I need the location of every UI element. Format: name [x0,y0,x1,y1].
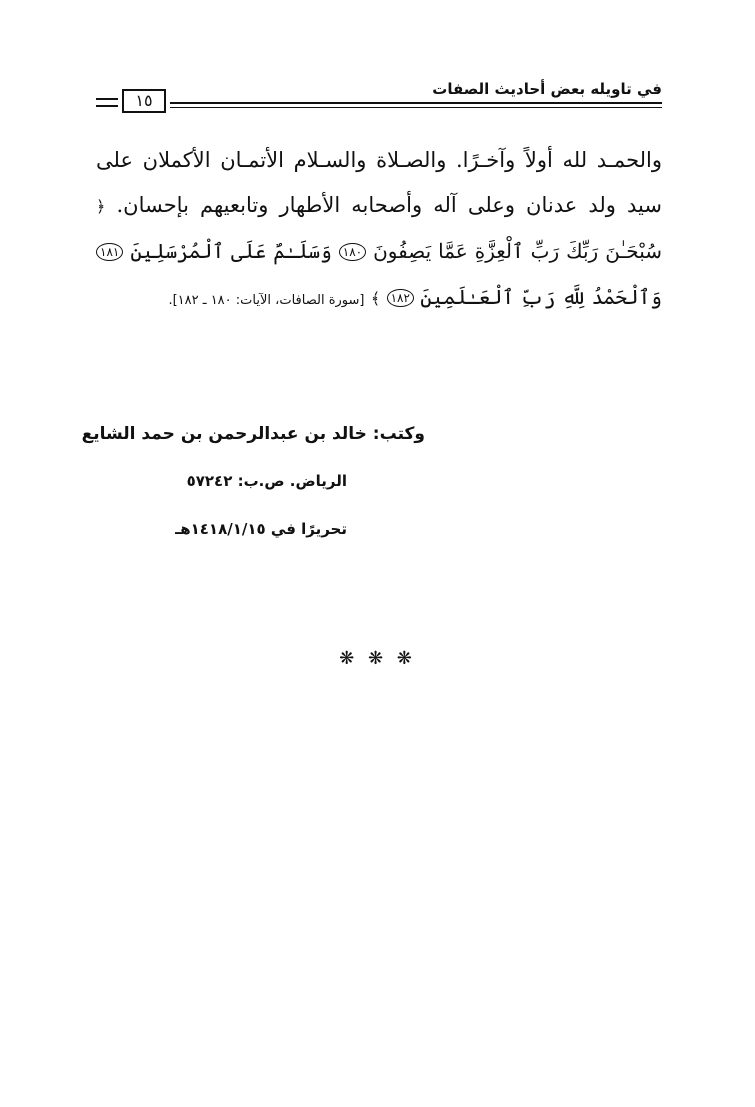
verse-182: وَٱلْحَمْدُ لِلَّهِ رَبِّ ٱلْعَـٰلَمِينَ [420,285,662,309]
ayah-number-180: ١٨٠ [339,243,366,261]
header-rule-long [170,102,662,108]
ayah-number-182: ١٨٢ [387,289,414,307]
page-number: ١٥ [122,89,166,113]
section-ornament: ❋ ❋ ❋ [339,648,416,669]
surah-citation: [سورة الصافات، الآيات: ١٨٠ ـ ١٨٢]. [168,293,365,308]
date-line: تحريرًا في ١٤١٨/١/١٥هـ [175,520,347,538]
address-line: الرياض. ص.ب: ٥٧٢٤٢ [186,472,347,490]
verse-180: سُبْحَـٰنَ رَبِّكَ رَبِّ ٱلْعِزَّةِ عَمَّا يَصِفُونَ [373,239,662,263]
verse-181: وَسَلَـٰمٌ عَلَى ٱلْمُرْسَلِينَ [130,239,332,263]
quran-close-mark: ﴾ [370,289,381,308]
quran-open-mark: ﴿ [96,197,106,216]
body-paragraph [96,138,662,323]
author-line: وكتب: خالد بن عبدالرحمن بن حمد الشايع [81,424,425,444]
page-header [96,80,662,120]
running-title: في تاويله بعض أحاديث الصفات [432,80,662,98]
header-rule-short [96,98,118,107]
ayah-number-181: ١٨١ [96,243,123,261]
opening-text: والحمـد لله أولاً وآخـرًا. والصـلاة والسـلام الأتمـان الأكملان على سيد ولد عدنان وعلى آله وأصحابه الأطهار وتابعيهم بإحسان. [96,148,662,217]
